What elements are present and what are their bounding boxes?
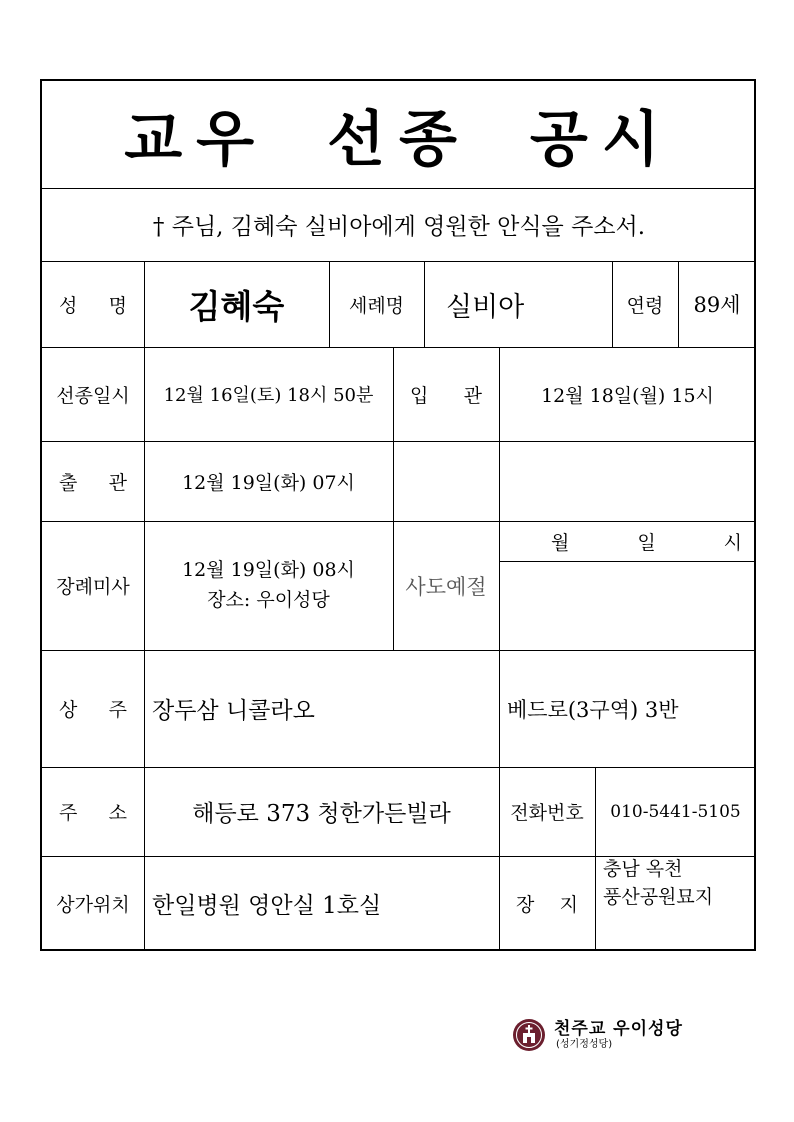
prayer-line: † 주님, 김혜숙 실비아에게 영원한 안식을 주소서.	[152, 214, 646, 240]
church-subtitle: (성기정성당)	[556, 1038, 613, 1050]
baptismal-name: 실비아	[446, 291, 525, 323]
page-title: 교우 선종 공시	[124, 104, 674, 175]
absolution-label: 사도예절	[405, 574, 487, 599]
burial-place	[595, 856, 756, 951]
encoffin-label: 입 관	[410, 384, 482, 407]
address-label: 주 소	[59, 802, 127, 824]
church-name: 천주교 우이성당	[554, 1019, 683, 1040]
burial-label: 장 지	[516, 894, 578, 916]
notice-table	[40, 79, 756, 951]
funeral-mass-info	[144, 521, 393, 650]
phone-value: 010-5441-5105	[610, 801, 741, 822]
baptismal-name-label: 세례명	[348, 294, 405, 317]
age-label: 연령	[626, 294, 664, 317]
phone-label: 전화번호	[510, 802, 584, 824]
funeral-mass-place: 장소: 우이성당	[207, 588, 330, 611]
church-seal-icon	[512, 1018, 546, 1052]
funeral-mass-label: 장례미사	[56, 576, 130, 598]
burial-line-1: 충남 옥천	[603, 858, 683, 880]
funeral-mass-time: 12월 19일(화) 08시	[182, 559, 355, 582]
address-value: 해등로 373 청한가든빌라	[192, 801, 451, 827]
name-label: 성 명	[59, 294, 127, 317]
mourner-group: 베드로(3구역) 3반	[507, 697, 679, 722]
chief-mourner: 장두삼 니콜라오	[152, 698, 315, 724]
mourning-place-label: 상가위치	[56, 894, 130, 916]
death-datetime-label: 선종일시	[56, 384, 130, 407]
encoffin-datetime: 12월 18일(월) 15시	[541, 384, 714, 407]
mourning-place: 한일병원 영안실 1호실	[152, 893, 382, 919]
burial-line-2: 풍산공원묘지	[603, 885, 714, 908]
absolution-date: 월 일 시	[551, 531, 742, 554]
age-value: 89세	[693, 293, 741, 317]
death-datetime: 12월 16일(토) 18시 50분	[163, 385, 374, 406]
church-footer	[512, 1018, 683, 1052]
departure-label: 출 관	[59, 471, 127, 494]
departure-datetime: 12월 19일(화) 07시	[182, 471, 355, 494]
deceased-name: 김혜숙	[188, 286, 285, 326]
chief-mourner-label: 상 주	[59, 699, 127, 721]
